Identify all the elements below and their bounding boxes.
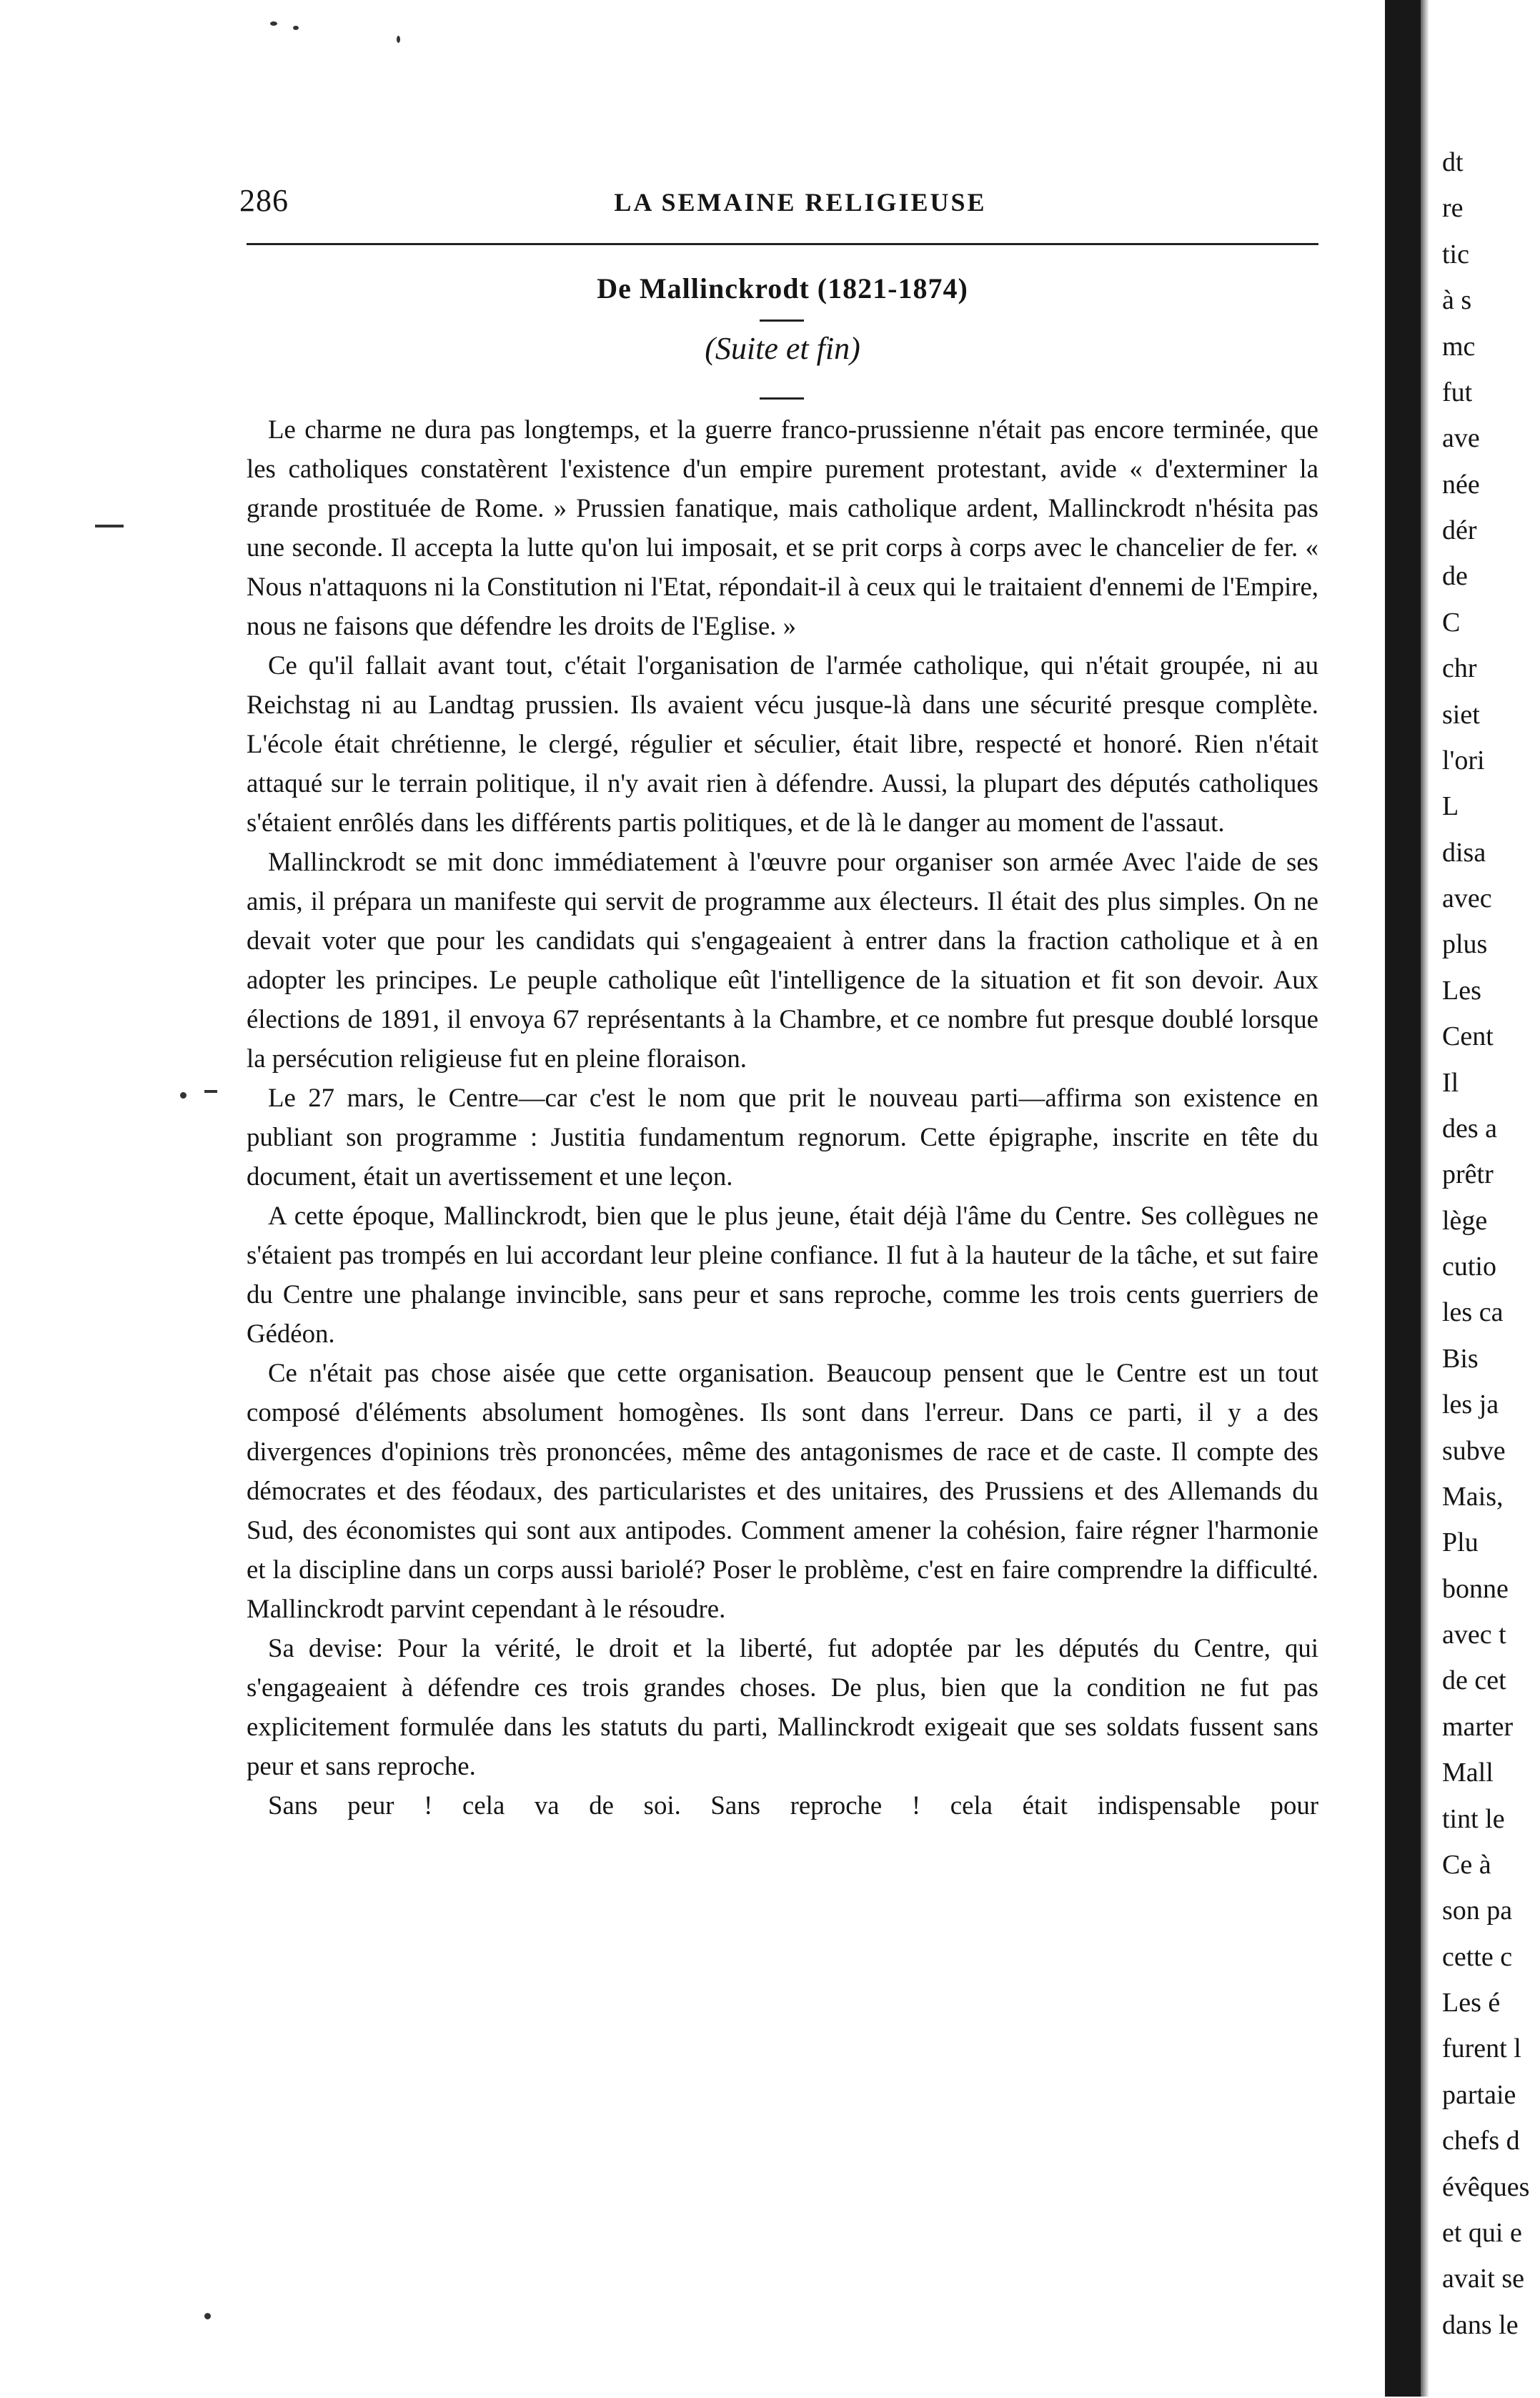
- paragraph: A cette époque, Mallinckrodt, bien que le plus jeune, était déjà l'âme du Centre. Ses collègues ne s'étaient pas trompés en lui accordant leur pleine confiance. Il fut à la hauteur de la tâche, et sut faire du Centre une phalange invincible, sans peur et sans reproche, comme les trois cents guerriers de Gédéon.: [247, 1201, 1318, 1348]
- adjacent-page-fragment: avec t: [1442, 1620, 1506, 1650]
- adjacent-page-fragment: avec: [1442, 883, 1492, 913]
- adjacent-page-fragment: Les: [1442, 976, 1481, 1006]
- adjacent-page-fragment: prêtr: [1442, 1159, 1494, 1189]
- adjacent-page-fragment: son pa: [1442, 1896, 1513, 1926]
- adjacent-page-fragment: Bis: [1442, 1344, 1479, 1374]
- subtitle-dash: [760, 397, 804, 400]
- adjacent-page-fragment: siet: [1442, 700, 1480, 730]
- scan-speck: [95, 525, 124, 527]
- adjacent-page-fragment: tic: [1442, 239, 1469, 269]
- adjacent-page-fragment: évêques: [1442, 2172, 1530, 2202]
- adjacent-page-fragment: à s: [1442, 285, 1472, 315]
- paragraph: Ce qu'il fallait avant tout, c'était l'organisation de l'armée catholique, qui n'était groupée, ni au Reichstag ni au Landtag prussien. Ils avaient vécu jusque-là dans une sécurité presque complète. L'école était chrétienne, le clergé, régulier et séculier, était libre, respecté et honoré. Rien n'était attaqué sur le terrain politique, il n'y avait rien à défendre. Aussi, la plupart des députés catholiques s'étaient enrôlés dans les différents partis politiques, et de là le danger au moment de l'assaut.: [247, 650, 1318, 837]
- adjacent-page-fragment: l'ori: [1442, 745, 1485, 776]
- adjacent-page-fragments: [1442, 147, 1540, 2398]
- scan-speck: [397, 36, 400, 43]
- scan-speck: [204, 1090, 217, 1093]
- adjacent-page-fragment: dans le: [1442, 2310, 1519, 2340]
- adjacent-page-fragment: de cet: [1442, 1665, 1506, 1695]
- scan-speck: [204, 2313, 211, 2319]
- paragraph: Ce n'était pas chose aisée que cette organisation. Beaucoup pensent que le Centre est un tout composé d'éléments absolument homogènes. Ils sont dans l'erreur. Dans ce parti, il y a des divergences d'opinions très prononcées, même des antagonismes de race et de caste. Il compte des démocrates et des féodaux, des particularistes et des unitaires, des Prussiens et des Allemands du Sud, des économistes qui sont aux antipodes. Comment amener la cohésion, faire régner l'harmonie et la discipline dans un corps aussi bariolé? Poser le problème, c'est en faire comprendre la difficulté. Mallinckrodt parvint cependant à le résoudre.: [247, 1358, 1318, 1623]
- paragraph: Mallinckrodt se mit donc immédiatement à l'œuvre pour organiser son armée Avec l'aide de ses amis, il prépara un manifeste qui servit de programme aux électeurs. Il était des plus simples. On ne devait voter que pour les candidats qui s'engageaient à entrer dans la fraction catholique et à en adopter les principes. Le peuple catholique eût l'intelligence de la situation et fit son devoir. Aux élections de 1891, il envoya 67 représentants à la Chambre, et ce nombre fut presque doublé lorsque la persécution religieuse fut en pleine floraison.: [247, 847, 1318, 1073]
- paragraph: Sans peur ! cela va de soi. Sans reproche ! cela était indispensable pour: [268, 1790, 1318, 1820]
- adjacent-page-fragment: mc: [1442, 332, 1476, 362]
- adjacent-page-fragment: Les é: [1442, 1988, 1501, 2018]
- adjacent-page-fragment: cutio: [1442, 1252, 1496, 1282]
- scan-gutter: [1385, 0, 1421, 2397]
- article-subtitle: (Suite et fin): [705, 331, 860, 366]
- adjacent-page-fragment: bonne: [1442, 1574, 1509, 1604]
- adjacent-page-fragment: cette c: [1442, 1942, 1513, 1972]
- adjacent-page-fragment: Mais,: [1442, 1482, 1504, 1512]
- adjacent-page-fragment: les ja: [1442, 1389, 1499, 1420]
- adjacent-page-fragment: partaie: [1442, 2080, 1516, 2110]
- adjacent-page-fragment: avait se: [1442, 2264, 1525, 2294]
- adjacent-page-fragment: plus: [1442, 929, 1488, 959]
- adjacent-page-fragment: chefs d: [1442, 2126, 1520, 2156]
- adjacent-page-fragment: subve: [1442, 1436, 1506, 1466]
- adjacent-page-fragment: C: [1442, 608, 1461, 638]
- adjacent-page-fragment: de: [1442, 561, 1468, 591]
- adjacent-page-fragment: L: [1442, 791, 1459, 821]
- scan-speck: [180, 1092, 187, 1099]
- adjacent-page-fragment: née: [1442, 470, 1480, 500]
- adjacent-page-fragment: Mall: [1442, 1758, 1494, 1788]
- paragraph: Sa devise: Pour la vérité, le droit et la liberté, fut adoptée par les députés du Centre, qui s'engageaient à défendre ces trois grandes choses. De plus, bien que la condition ne fut pas explicitement formulée dans les statuts du parti, Mallinckrodt exigeait que ses soldats fussent sans peur et sans reproche.: [247, 1633, 1318, 1780]
- scan-gutter-edge: [1421, 0, 1429, 2397]
- adjacent-page-fragment: dér: [1442, 515, 1477, 545]
- adjacent-page-fragment: disa: [1442, 838, 1486, 868]
- title-dash: [760, 319, 804, 322]
- adjacent-page-fragment: des a: [1442, 1114, 1498, 1144]
- article-title: De Mallinckrodt (1821-1874): [597, 272, 968, 304]
- adjacent-page-fragment: chr: [1442, 653, 1477, 683]
- adjacent-page-fragment: furent l: [1442, 2033, 1521, 2063]
- adjacent-page-fragment: dt: [1442, 147, 1464, 177]
- adjacent-page-fragment: lège: [1442, 1206, 1488, 1236]
- adjacent-page-fragment: Plu: [1442, 1527, 1479, 1557]
- adjacent-page-fragment: marter: [1442, 1712, 1514, 1742]
- paragraph: Le charme ne dura pas longtemps, et la guerre franco-prussienne n'était pas encore terminée, que les catholiques constatèrent l'existence d'un empire purement protestant, avide « d'exterminer la grande prostituée de Rome. » Prussien fanatique, mais catholique ardent, Mallinckrodt n'hésita pas une seconde. Il accepta la lutte qu'on lui imposait, et se prit corps à corps avec le chancelier de fer. « Nous n'attaquons ni la Constitution ni l'Etat, répondait-il à ceux qui le traitaient d'ennemi de l'Empire, nous ne faisons que défendre les droits de l'Eglise. »: [247, 415, 1318, 640]
- adjacent-page-fragment: Il: [1442, 1068, 1459, 1098]
- adjacent-page-fragment: tint le: [1442, 1804, 1505, 1834]
- adjacent-page-fragment: Cent: [1442, 1021, 1494, 1051]
- header-rule: [247, 243, 1318, 245]
- scan-speck: [293, 26, 299, 30]
- adjacent-page-fragment: fut: [1442, 377, 1473, 407]
- adjacent-page-fragment: les ca: [1442, 1297, 1504, 1327]
- page-number: 286: [239, 183, 289, 218]
- adjacent-page-fragment: et qui e: [1442, 2218, 1522, 2248]
- adjacent-page-fragment: ave: [1442, 423, 1480, 453]
- paragraph: Le 27 mars, le Centre—car c'est le nom que prit le nouveau parti—affirma son existence en publiant son programme : Justitia fundamentum regnorum. Cette épigraphe, inscrite en tête du document, était un avertissement et une leçon.: [247, 1083, 1318, 1191]
- article-body: [247, 410, 1318, 1825]
- adjacent-page-fragment: re: [1442, 193, 1464, 223]
- adjacent-page-fragment: Ce à: [1442, 1850, 1491, 1880]
- running-head: LA SEMAINE RELIGIEUSE: [614, 188, 987, 217]
- scan-speck: [270, 21, 277, 26]
